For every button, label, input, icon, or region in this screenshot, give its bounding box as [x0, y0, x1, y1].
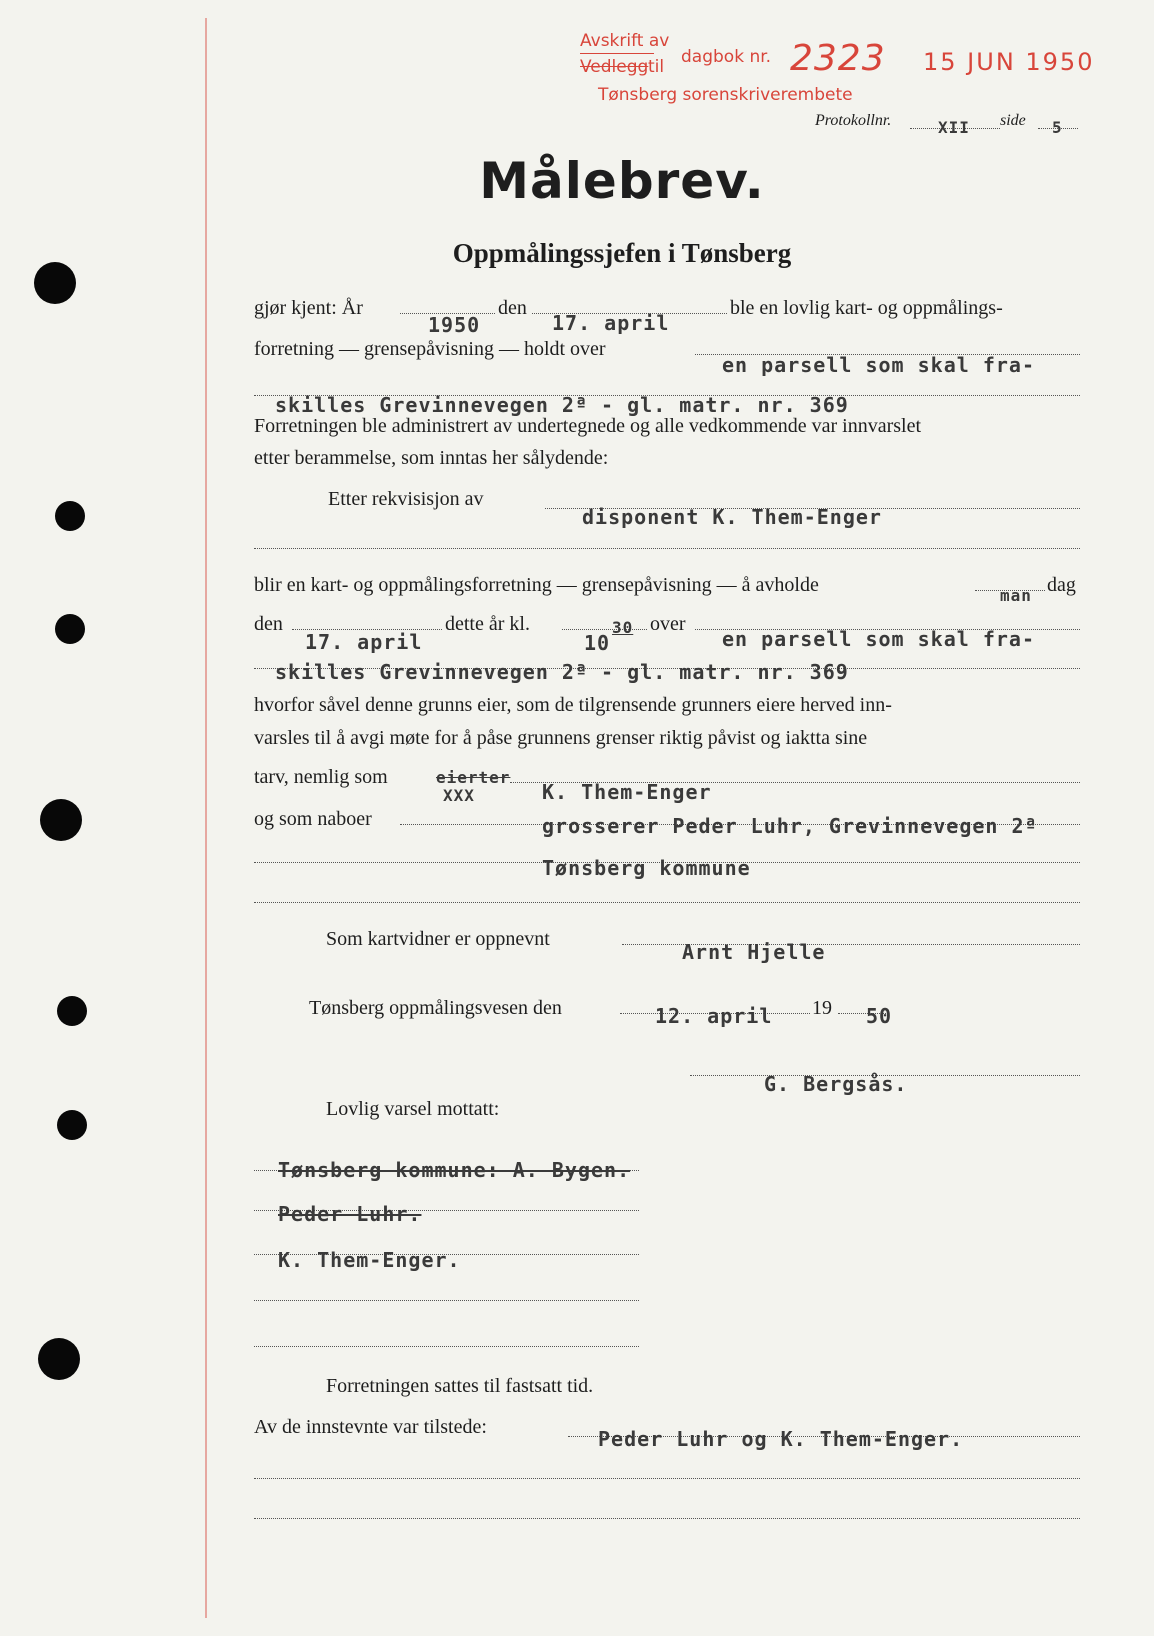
gjor-kjent-label: gjør kjent: År — [254, 297, 363, 319]
punch-hole — [55, 501, 85, 531]
den-label: den — [498, 297, 527, 319]
signature-name: G. Bergsås. — [764, 1072, 908, 1096]
kartvidner-value: Arnt Hjelle — [682, 940, 826, 964]
xxx-mark: XXX — [443, 786, 475, 805]
ble-label: ble en lovlig kart- og oppmålings- — [730, 297, 1003, 319]
para2-line2: varsles til å avgi møte for å påse grunnens grenser riktig påvist og iaktta sine — [254, 727, 868, 749]
closing-line1: Forretningen sattes til fastsatt tid. — [326, 1375, 594, 1397]
avholde-line1: blir en kart- og oppmålingsforretning — grensepåvisning — å avholde — [254, 574, 819, 596]
punch-hole — [38, 1338, 80, 1380]
stamp-office: Tønsberg sorenskriverembete — [598, 85, 853, 105]
forretning-label: forretning — grensepåvisning — holdt over — [254, 338, 606, 360]
date-value: 17. april — [552, 311, 670, 335]
varsel-entry-3: K. Them-Enger. — [278, 1248, 461, 1272]
dette-ar-label: dette år kl. — [445, 613, 530, 635]
protocol-label: Protokollnr. — [815, 112, 892, 129]
object-value-1: en parsell som skal fra- — [722, 353, 1035, 377]
present-line-3 — [254, 1518, 1080, 1519]
stamp-avskrift: Avskrift av — [580, 31, 670, 51]
object2-value-2: skilles Grevinnevegen 2ª - gl. matr. nr. 369 — [275, 660, 849, 684]
signature-year-suffix: 50 — [866, 1004, 893, 1028]
time-sup-value: 30 — [612, 618, 634, 637]
punch-hole — [57, 996, 87, 1026]
protocol-side-label: side — [1000, 112, 1026, 129]
punch-hole — [55, 614, 85, 644]
stamp-dagbok-number: 2323 — [790, 38, 886, 79]
para2-line3: tarv, nemlig som — [254, 766, 388, 788]
neighbour-value-2: Tønsberg kommune — [542, 856, 751, 880]
stamp-vedlegg: Vedlegg — [580, 57, 649, 77]
page-subtitle: Oppmålingssjefen i Tønsberg — [452, 238, 792, 268]
naboer-label: og som naboer — [254, 808, 372, 830]
eier-struck: eierter — [436, 768, 511, 787]
date2-value: 17. april — [305, 630, 423, 654]
den2-label: den — [254, 613, 283, 635]
punch-hole — [40, 799, 82, 841]
kartvidner-label: Som kartvidner er oppnevnt — [326, 928, 550, 950]
varsel-entry-2: Peder Luhr. — [278, 1202, 422, 1226]
signature-place: Tønsberg oppmålingsvesen den — [309, 997, 562, 1019]
object-value-2: skilles Grevinnevegen 2ª - gl. matr. nr. 369 — [275, 393, 849, 417]
varsel-entry-1: Tønsberg kommune: A. Bygen. — [278, 1158, 631, 1182]
owner-value: K. Them-Enger — [542, 780, 712, 804]
closing-line2: Av de innstevnte var tilstede: — [254, 1416, 487, 1438]
punch-hole — [57, 1110, 87, 1140]
rekvisisjon-label: Etter rekvisisjon av — [328, 488, 484, 510]
para2-line1: hvorfor såvel denne grunns eier, som de tilgrensende grunners eiere herved inn- — [254, 694, 892, 716]
neighbour-value-1: grosserer Peder Luhr, Grevinnevegen 2ª — [542, 814, 1038, 838]
year-value: 1950 — [428, 313, 481, 337]
page-title: Målebrev. — [479, 152, 765, 210]
neighbour-line-3 — [254, 902, 1080, 903]
stamp-date: 15 JUN 1950 — [923, 48, 1095, 76]
weekday-value: man — [1000, 586, 1032, 605]
protocol-value: XII — [938, 118, 970, 137]
protocol-side-value: 5 — [1052, 118, 1063, 137]
varsel-line-5 — [254, 1346, 639, 1347]
rekvisisjon-value: disponent K. Them-Enger — [582, 505, 882, 529]
stamp-rule — [580, 53, 654, 54]
para1-line2: etter berammelse, som inntas her sålydende: — [254, 447, 609, 469]
object2-value-1: en parsell som skal fra- — [722, 627, 1035, 651]
dag-label: dag — [1047, 574, 1076, 596]
present-line-2 — [254, 1478, 1080, 1479]
signature-date: 12. april — [655, 1004, 773, 1028]
over-label: over — [650, 613, 686, 635]
varsel-label: Lovlig varsel mottatt: — [326, 1098, 500, 1120]
varsel-line-4 — [254, 1300, 639, 1301]
stamp-til: til — [648, 57, 665, 77]
time-line — [562, 629, 647, 630]
time-value: 10 — [584, 631, 611, 655]
stamp-dagbok-label: dagbok nr. — [681, 47, 772, 67]
para1-line1: Forretningen ble administrert av undertegnede og alle vedkommende var innvarslet — [254, 415, 922, 437]
signature-year-prefix: 19 — [812, 997, 832, 1019]
present-value: Peder Luhr og K. Them-Enger. — [598, 1427, 964, 1451]
rekvisisjon-line-2 — [254, 548, 1080, 549]
